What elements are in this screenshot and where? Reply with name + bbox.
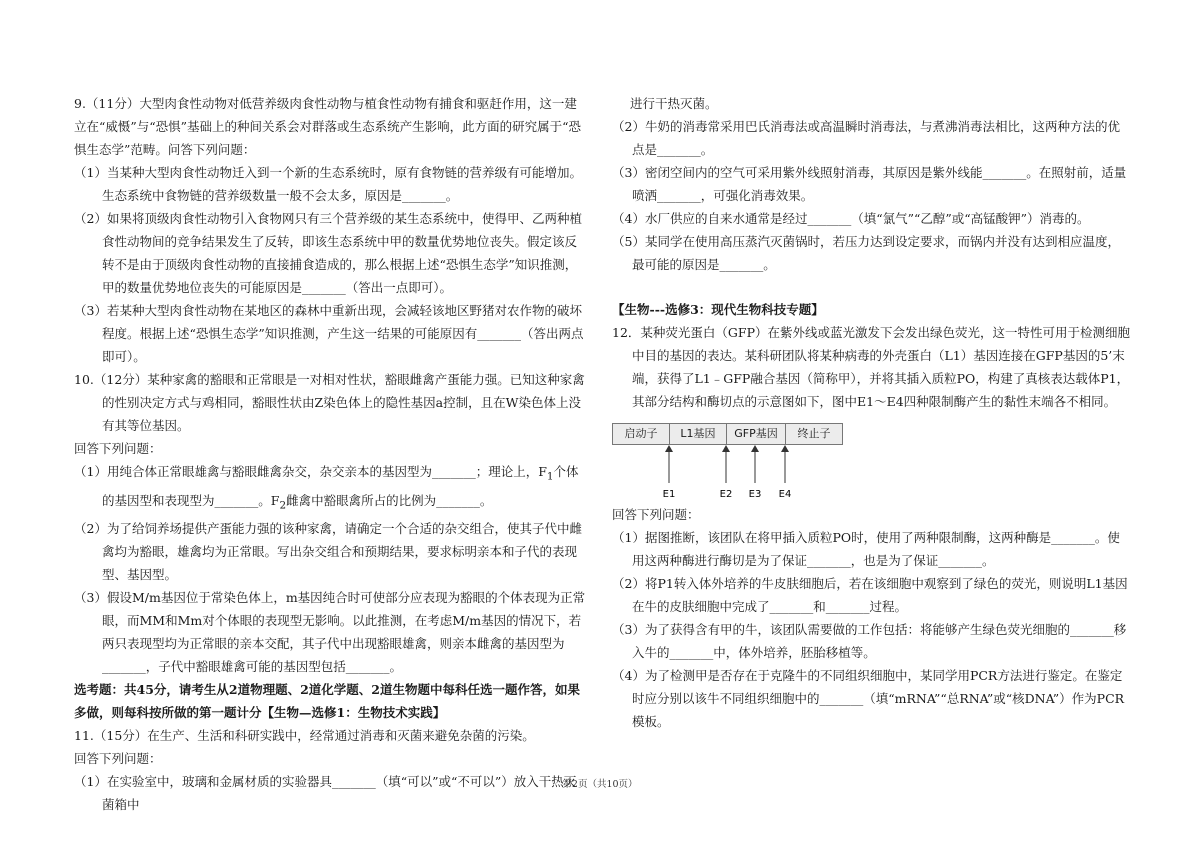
q11-part3: （3）密闭空间内的空气可采用紫外线照射消毒，其原因是紫外线能_______。在照射前，适量喷洒_______，可强化消毒效果。 — [612, 165, 1127, 203]
q12-part4: （4）为了检测甲是否存在于克隆牛的不同组织细胞中，某同学用PCR方法进行鉴定。在鉴定时应分别以该牛不同组织细胞中的_______（填“mRNA”“总RNA”或“核DNA”）作为PCR模板。 — [612, 668, 1125, 729]
left-column — [74, 92, 586, 816]
elective-note: 选考题：共45分，请考生从2道物理题、2道化学题、2道生物题中每科任选一题作答，如果多做，则每科按所做的第一题计分【生物—选修1：生物技术实践】 — [74, 682, 580, 720]
q11-part5: （5）某同学在使用高压蒸汽灭菌锅时，若压力达到设定要求，而锅内并没有达到相应温度，最可能的原因是_______。 — [612, 234, 1120, 272]
q10-part2: （2）为了给饲养场提供产蛋能力强的该种家禽，请确定一个合适的杂交组合，使其子代中雌禽均为豁眼，雄禽均为正常眼。写出杂交组合和预期结果，要求标明亲本和子代的表现型、基因型。 — [74, 521, 582, 582]
restriction-site-arrows — [612, 419, 872, 501]
q10-part1-c: 雌禽中豁眼禽所占的比例为_______。 — [286, 492, 493, 508]
q11-stem: 11.（15分）在生产、生活和科研实践中，经常通过消毒和灭菌来避免杂菌的污染。 — [74, 728, 535, 743]
q10-part1-sub1: 1 — [546, 470, 554, 483]
q12-part3: （3）为了获得含有甲的牛，该团队需要做的工作包括：将能够产生绿色荧光细胞的_______移入牛的_______中，体外培养，胚胎移植等。 — [612, 622, 1127, 660]
q10-part1-sub2: 2 — [279, 499, 287, 511]
q10-part1 — [74, 460, 586, 517]
gfp-gene-segment: GFP基因 — [727, 424, 786, 444]
right-column — [612, 92, 1130, 733]
q12-part2: （2）将P1转入体外培养的牛皮肤细胞后，若在该细胞中观察到了绿色的荧光，则说明L1基因在牛的皮肤细胞中完成了_______和_______过程。 — [612, 576, 1128, 614]
q10-part1-a: （1）用纯合体正常眼雄禽与豁眼雌禽杂交，杂交亲本的基因型为_______；理论上，F — [74, 464, 547, 479]
q10-part3: （3）假设M/m基因位于常染色体上，m基因纯合时可使部分应表现为豁眼的个体表现为正常眼，而MM和Mm对个体眼的表现型无影响。以此推测，在考虑M/m基因的情况下，若两只表现型均为正常眼的亲本交配，其子代中出现豁眼雄禽，则亲本雌禽的基因型为_______，子代中豁眼雄禽可能的基因型包括_______。 — [74, 590, 586, 674]
q11-part2: （2）牛奶的消毒常采用巴氏消毒法或高温瞬时消毒法，与煮沸消毒法相比，这两种方法的优点是_______。 — [612, 119, 1120, 157]
q10-stem: 10.（12分）某种家禽的豁眼和正常眼是一对相对性状，豁眼雌禽产蛋能力强。已知这种家禽的性别决定方式与鸡相同，豁眼性状由Z染色体上的隐性基因a控制，且在W染色体上没有其等位基因。 — [74, 372, 585, 433]
spacer — [612, 276, 1130, 298]
q9-stem: 9.（11分）大型肉食性动物对低营养级肉食性动物与植食性动物有捕食和驱赶作用，这一建立在“威慑”与“恐惧”基础上的种间关系会对群落或生态系统产生影响，此方面的研究属于“恐惧生态学”范畴。问答下列问题： — [74, 96, 581, 157]
q11-answer-label: 回答下列问题： — [74, 751, 162, 766]
section3-title: 【生物---选修3：现代生物科技专题】 — [612, 302, 824, 317]
q11-part4: （4）水厂供应的自来水通常是经过_______（填“氯气”“乙醇”或“高锰酸钾”）消毒的。 — [612, 211, 1090, 226]
site-e3-label: E3 — [748, 489, 762, 500]
terminator-segment: 终止子 — [797, 427, 831, 440]
q12-stem: 12．某种荧光蛋白（GFP）在紫外线或蓝光激发下会发出绿色荧光，这一特性可用于检测细胞中目的基因的表达。某科研团队将某种病毒的外壳蛋白（L1）基因连接在GFP基因的5’末端，获得了L1﹣GFP融合基因（简称甲），并将其插入质粒PO，构建了真核表达载体P1，其部分结构和酶切点的示意图如下，图中E1～E4四种限制酶产生的黏性末端各不相同。 — [612, 325, 1130, 409]
page-footer: 第2页（共10页） — [562, 779, 638, 790]
q10-answer-label: 回答下列问题： — [74, 441, 162, 456]
site-e4-label: E4 — [778, 489, 792, 500]
promoter-segment: 启动子 — [613, 424, 670, 444]
l1-gene-segment: L1基因 — [670, 424, 727, 444]
vector-structure-diagram — [612, 419, 1130, 501]
q9-part2: （2）如果将顶级肉食性动物引入食物网只有三个营养级的某生态系统中，使得甲、乙两种植食性动物间的竞争结果发生了反转，即该生态系统中甲的数量优势地位丧失。假定该反转不是由于顶级肉食性动物的直接捕食造成的，那么根据上述“恐惧生态学”知识推测，甲的数量优势地位丧失的可能原因是_______（答出一点即可）。 — [74, 211, 582, 295]
site-e4 — [779, 445, 792, 500]
site-e2-label: E2 — [719, 489, 733, 500]
q12-part1: （1）据图推断，该团队在将甲插入质粒PO时，使用了两种限制酶，这两种酶是_______。使用这两种酶进行酶切是为了保证_______，也是为了保证_______。 — [612, 530, 1120, 568]
q9-part1: （1）当某种大型肉食性动物迁入到一个新的生态系统时，原有食物链的营养级有可能增加。生态系统中食物链的营养级数量一般不会太多，原因是_______。 — [74, 165, 582, 203]
site-e1 — [663, 445, 676, 500]
site-e1-label: E1 — [662, 489, 676, 500]
q9-part3: （3）若某种大型肉食性动物在某地区的森林中重新出现，会减轻该地区野猪对农作物的破坏程度。根据上述“恐惧生态学”知识推测，产生这一结果的可能原因有_______（答出两点即可）。 — [74, 303, 584, 364]
site-e3 — [749, 445, 762, 500]
site-e2 — [720, 445, 733, 500]
q11-part1-continued: 进行干热灭菌。 — [630, 96, 718, 111]
q10-part1-b: 个体的基因型和表现型为_______。F — [102, 464, 579, 508]
q12-answer-label: 回答下列问题： — [612, 507, 700, 522]
q11-part1: （1）在实验室中，玻璃和金属材质的实验器具_______（填“可以”或“不可以”）放入干热灭菌箱中 — [74, 774, 577, 812]
